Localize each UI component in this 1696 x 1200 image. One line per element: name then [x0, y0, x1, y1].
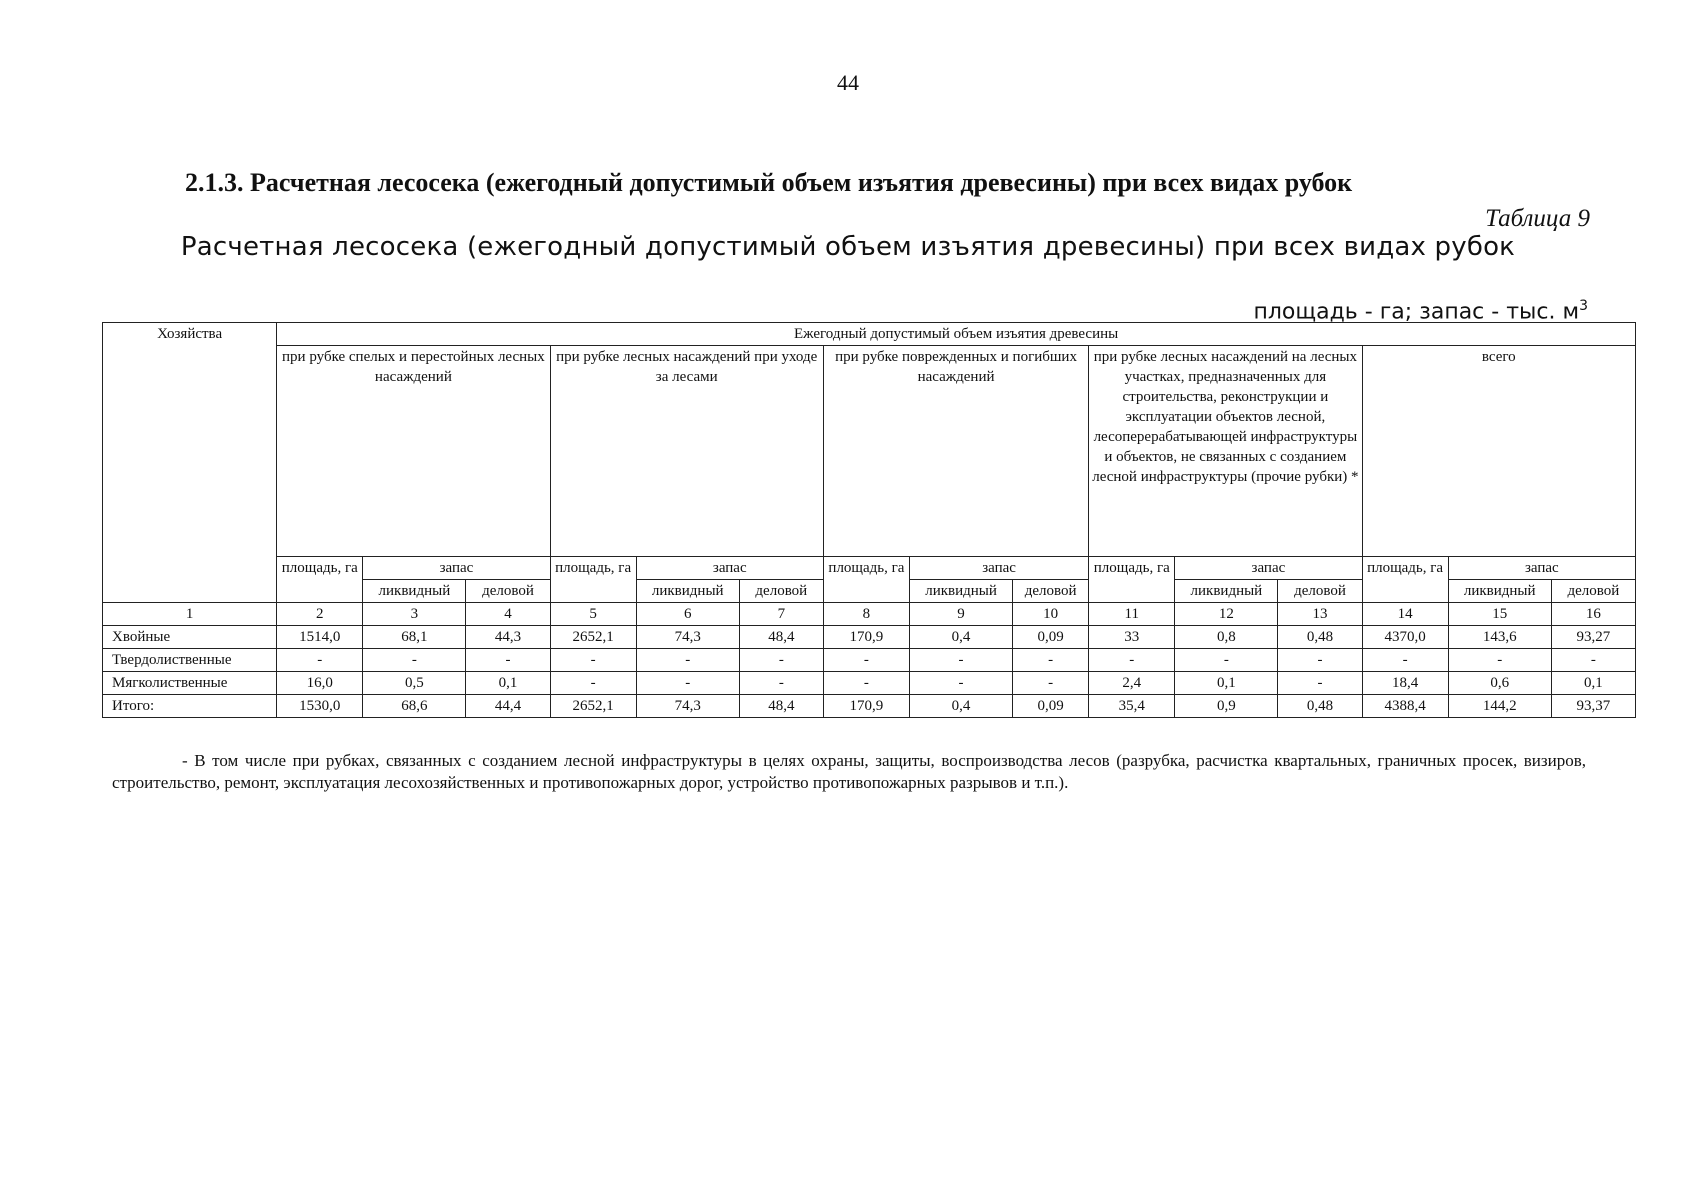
column-number: 3 [363, 603, 466, 626]
table-cell: 2,4 [1089, 672, 1175, 695]
table-cell: 4388,4 [1362, 695, 1448, 718]
units-superscript: 3 [1579, 298, 1588, 314]
header-liquid: ликвидный [1448, 580, 1551, 603]
header-stock: запас [1175, 557, 1362, 580]
header-main: Ежегодный допустимый объем изъятия древесины [277, 323, 1636, 346]
table-cell: - [1175, 649, 1278, 672]
page-number: 44 [837, 70, 859, 95]
table-cell: 2652,1 [550, 626, 636, 649]
header-area: площадь, га [550, 557, 636, 603]
table-cell: 74,3 [636, 695, 739, 718]
table-cell: - [739, 672, 823, 695]
table-row-coniferous [103, 626, 1636, 649]
header-row-area-stock [103, 557, 1636, 580]
column-numbers-row [103, 603, 1636, 626]
table-cell: 1530,0 [277, 695, 363, 718]
column-number: 12 [1175, 603, 1278, 626]
column-number: 11 [1089, 603, 1175, 626]
column-number: 10 [1013, 603, 1089, 626]
table-cell: - [1551, 649, 1635, 672]
table-cell: 35,4 [1089, 695, 1175, 718]
table-cell: 0,4 [909, 626, 1012, 649]
units-note [1253, 298, 1588, 324]
table-cell: 48,4 [739, 695, 823, 718]
table-cell: 0,1 [466, 672, 550, 695]
table-title: Расчетная лесосека (ежегодный допустимый объем изъятия древесины) при всех видах рубок [180, 232, 1516, 262]
table-cell: - [550, 649, 636, 672]
header-area: площадь, га [277, 557, 363, 603]
header-row-groups [103, 346, 1636, 557]
table-row-softwood [103, 672, 1636, 695]
table-cell: 170,9 [823, 695, 909, 718]
header-group-care: при рубке лесных насаждений при уходе за лесами [550, 346, 823, 557]
table-cell: 93,27 [1551, 626, 1635, 649]
table-cell: 0,1 [1551, 672, 1635, 695]
row-label: Твердолиственные [103, 649, 277, 672]
row-label: Мягколиственные [103, 672, 277, 695]
header-row-main [103, 323, 1636, 346]
table-cell: 170,9 [823, 626, 909, 649]
table-cell: 4370,0 [1362, 626, 1448, 649]
table-cell: - [1089, 649, 1175, 672]
table-cell: 48,4 [739, 626, 823, 649]
table-cell: - [1013, 649, 1089, 672]
column-number: 6 [636, 603, 739, 626]
header-farm: Хозяйства [103, 323, 277, 603]
table-cell: 144,2 [1448, 695, 1551, 718]
table-cell: 0,48 [1278, 695, 1362, 718]
table-cell: 68,6 [363, 695, 466, 718]
table-cell: - [1013, 672, 1089, 695]
table-cell: 0,1 [1175, 672, 1278, 695]
column-number: 16 [1551, 603, 1635, 626]
column-number: 14 [1362, 603, 1448, 626]
column-number: 4 [466, 603, 550, 626]
header-stock: запас [909, 557, 1088, 580]
table-row-total [103, 695, 1636, 718]
table-cell: 0,6 [1448, 672, 1551, 695]
row-label: Хвойные [103, 626, 277, 649]
table-label: Таблица 9 [1485, 205, 1590, 232]
table-cell: 0,8 [1175, 626, 1278, 649]
table-cell: 44,4 [466, 695, 550, 718]
header-business: деловой [739, 580, 823, 603]
table-cell: 33 [1089, 626, 1175, 649]
column-number: 5 [550, 603, 636, 626]
header-business: деловой [1551, 580, 1635, 603]
header-business: деловой [466, 580, 550, 603]
table-cell: 143,6 [1448, 626, 1551, 649]
header-business: деловой [1013, 580, 1089, 603]
harvest-table [102, 322, 1636, 718]
header-stock: запас [636, 557, 823, 580]
table-cell: - [1362, 649, 1448, 672]
header-group-mature: при рубке спелых и перестойных лесных насаждений [277, 346, 550, 557]
table-cell: 74,3 [636, 626, 739, 649]
table-cell: - [1278, 672, 1362, 695]
table-cell: 16,0 [277, 672, 363, 695]
table-cell: - [550, 672, 636, 695]
table-cell: 0,9 [1175, 695, 1278, 718]
table-cell: 1514,0 [277, 626, 363, 649]
column-number: 9 [909, 603, 1012, 626]
section-heading: 2.1.3. Расчетная лесосека (ежегодный допустимый объем изъятия древесины) при всех видах рубок [185, 168, 1353, 197]
footnote: - В том числе при рубках, связанных с созданием лесной инфраструктуры в целях охраны, защиты, воспроизводства лесов (разрубка, расчистка квартальных, граничных просек, визиров, строительство, ремонт, эксплуатация лесохозяйственных и противопожарных дорог, устройство противопожарных разрывов и т.п.). [112, 751, 1586, 792]
table-row-hardwood [103, 649, 1636, 672]
units-text: площадь - га; запас - тыс. м [1253, 299, 1580, 325]
table-cell: 0,5 [363, 672, 466, 695]
header-liquid: ликвидный [1175, 580, 1278, 603]
table-cell: 0,09 [1013, 626, 1089, 649]
header-liquid: ликвидный [909, 580, 1012, 603]
row-label: Итого: [103, 695, 277, 718]
header-area: площадь, га [1089, 557, 1175, 603]
column-number: 2 [277, 603, 363, 626]
table-cell: 0,4 [909, 695, 1012, 718]
table-cell: - [277, 649, 363, 672]
header-area: площадь, га [1362, 557, 1448, 603]
table-cell: 68,1 [363, 626, 466, 649]
table-cell: - [823, 649, 909, 672]
header-group-total: всего [1362, 346, 1635, 557]
table-cell: - [363, 649, 466, 672]
table-cell: - [1278, 649, 1362, 672]
header-liquid: ликвидный [363, 580, 466, 603]
column-number: 15 [1448, 603, 1551, 626]
header-liquid: ликвидный [636, 580, 739, 603]
table-cell: 0,48 [1278, 626, 1362, 649]
header-stock: запас [363, 557, 550, 580]
table-cell: - [1448, 649, 1551, 672]
table-cell: 0,09 [1013, 695, 1089, 718]
table-cell: - [909, 672, 1012, 695]
table-cell: - [909, 649, 1012, 672]
table-cell: - [636, 649, 739, 672]
table-cell: 18,4 [1362, 672, 1448, 695]
column-number: 7 [739, 603, 823, 626]
table-cell: - [739, 649, 823, 672]
column-number: 13 [1278, 603, 1362, 626]
table-cell: 93,37 [1551, 695, 1635, 718]
header-group-damaged: при рубке поврежденных и погибших насаждений [823, 346, 1088, 557]
column-number: 1 [103, 603, 277, 626]
header-stock: запас [1448, 557, 1635, 580]
table-cell: - [636, 672, 739, 695]
table-cell: - [466, 649, 550, 672]
header-business: деловой [1278, 580, 1362, 603]
table-cell: - [823, 672, 909, 695]
header-group-other: при рубке лесных насаждений на лесных участках, предназначенных для строительства, реконструкции и эксплуатации объектов лесной, лесоперерабатывающей инфраструктуры и объектов, не связанных с созданием лесной инфраструктуры (прочие рубки) * [1089, 346, 1362, 557]
header-area: площадь, га [823, 557, 909, 603]
column-number: 8 [823, 603, 909, 626]
table-cell: 2652,1 [550, 695, 636, 718]
table-cell: 44,3 [466, 626, 550, 649]
